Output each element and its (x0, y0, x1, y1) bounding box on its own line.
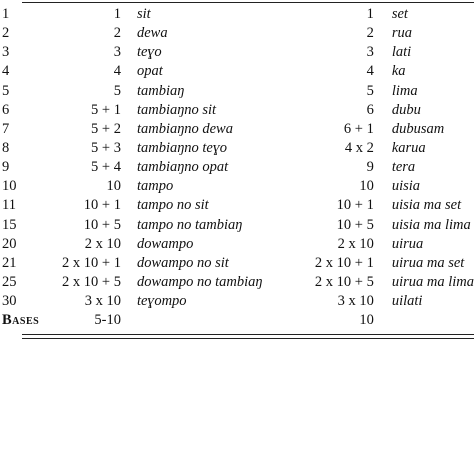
calc-cell: 3 (113, 44, 121, 61)
word2-cell: ka (391, 63, 406, 80)
calc2-cell: 3 x 10 (337, 293, 374, 310)
calc-cell: 10 + 1 (83, 197, 121, 214)
word-cell: dowampo no tambiaŋ (136, 274, 263, 291)
calc2-cell: 4 (366, 63, 374, 80)
table-row (0, 273, 474, 292)
table-bottom-double-rule (22, 334, 474, 339)
table-row (0, 43, 474, 62)
number-cell: 2 (2, 25, 10, 42)
number-cell: 3 (2, 44, 10, 61)
number-cell: 10 (2, 178, 17, 195)
calc-cell: 1 (113, 6, 121, 23)
word-cell: tambiaŋno dewa (136, 120, 233, 137)
word-cell: dowampo no sit (136, 254, 229, 271)
table-row (0, 254, 474, 273)
word-cell: sit (136, 6, 151, 23)
table-body (0, 5, 474, 330)
word2-cell: set (391, 6, 408, 23)
table-row (0, 24, 474, 43)
number-cell: 8 (2, 140, 10, 157)
table-row (0, 101, 474, 120)
word-cell: tambiaŋno teɣo (136, 140, 227, 157)
word2-cell: rua (391, 25, 412, 42)
calc2-cell: 9 (366, 159, 374, 176)
calc2-cell: 5 (366, 82, 374, 99)
word2-cell: tera (391, 159, 416, 176)
calc2-cell: 2 x 10 + 5 (314, 274, 374, 291)
number-cell: 5 (2, 82, 10, 99)
word2-cell: uirua (391, 235, 424, 252)
calc2-cell: 10 + 1 (336, 197, 374, 214)
number-cell: 11 (2, 197, 16, 214)
table-row (0, 216, 474, 235)
calc2-cell: 10 (359, 178, 374, 195)
calc2-cell: 3 (366, 44, 374, 61)
word-cell: opat (136, 63, 163, 80)
number-cell: 9 (2, 159, 10, 176)
bases-calc: 5-10 (94, 312, 121, 329)
calc-cell: 2 x 10 + 5 (62, 274, 121, 291)
calc-cell: 2 (113, 25, 121, 42)
calc2-cell: 6 (366, 101, 374, 118)
word2-cell: uisia ma set (391, 197, 462, 214)
word-cell: tampo (136, 178, 174, 195)
calc-cell: 2 x 10 + 1 (62, 254, 121, 271)
calc-cell: 5 + 4 (91, 159, 121, 176)
table-row (0, 235, 474, 254)
word-cell: teɣo (136, 44, 162, 61)
word2-cell: uilati (391, 293, 423, 310)
calc2-cell: 2 (366, 25, 374, 42)
calc-cell: 5 + 1 (91, 101, 121, 118)
word2-cell: dubu (391, 101, 421, 118)
calc2-cell: 2 x 10 (337, 235, 374, 252)
number-cell: 25 (2, 274, 17, 291)
table-row (0, 139, 474, 158)
word2-cell: uirua ma set (391, 254, 465, 271)
word-cell: tambiaŋno sit (136, 101, 217, 118)
table-row (0, 196, 474, 215)
numeral-comparison-table (0, 5, 474, 330)
calc-cell: 3 x 10 (84, 293, 121, 310)
number-cell: 15 (2, 216, 17, 233)
word2-cell: uisia (391, 178, 421, 195)
calc2-cell: 1 (366, 6, 374, 23)
calc2-cell: 4 x 2 (344, 140, 374, 157)
calc-cell: 4 (113, 63, 121, 80)
word2-cell: lati (391, 44, 412, 61)
number-cell: 30 (2, 293, 17, 310)
word-cell: dewa (136, 25, 168, 42)
table-row (0, 82, 474, 101)
calc-cell: 5 + 3 (91, 140, 121, 157)
number-cell: 7 (2, 120, 10, 137)
word2-cell: uirua ma lima (391, 274, 474, 291)
word-cell: teɣompo (136, 293, 187, 310)
calc-cell: 2 x 10 (84, 235, 121, 252)
table-row (0, 5, 474, 24)
table-top-rule (22, 2, 474, 3)
word2-cell: karua (391, 140, 426, 157)
bases-empty-2 (374, 311, 474, 330)
table-row (0, 62, 474, 81)
calc2-cell: 2 x 10 + 1 (314, 254, 374, 271)
calc-cell: 10 + 5 (83, 216, 121, 233)
table-row (0, 292, 474, 311)
word2-cell: uisia ma lima (391, 216, 471, 233)
bases-calc2: 10 (359, 312, 374, 329)
word-cell: dowampo (136, 235, 194, 252)
calc2-cell: 6 + 1 (343, 120, 374, 137)
calc2-cell: 10 + 5 (336, 216, 374, 233)
calc-cell: 5 + 2 (91, 120, 121, 137)
word2-cell: dubusam (391, 120, 445, 137)
number-cell: 1 (2, 6, 10, 23)
calc-cell: 5 (113, 82, 121, 99)
word-cell: tambiaŋ (136, 82, 185, 99)
table-row (0, 158, 474, 177)
word2-cell: lima (391, 82, 418, 99)
table-row (0, 120, 474, 139)
number-cell: 4 (2, 63, 10, 80)
bases-label: Bases (2, 312, 40, 329)
word-cell: tambiaŋno opat (136, 159, 229, 176)
table-row (0, 177, 474, 196)
bases-empty (121, 311, 301, 330)
calc-cell: 10 (106, 178, 121, 195)
word-cell: tampo no tambiaŋ (136, 216, 243, 233)
number-cell: 6 (2, 101, 10, 118)
word-cell: tampo no sit (136, 197, 209, 214)
number-cell: 21 (2, 254, 17, 271)
number-cell: 20 (2, 235, 17, 252)
bases-row (0, 311, 474, 330)
